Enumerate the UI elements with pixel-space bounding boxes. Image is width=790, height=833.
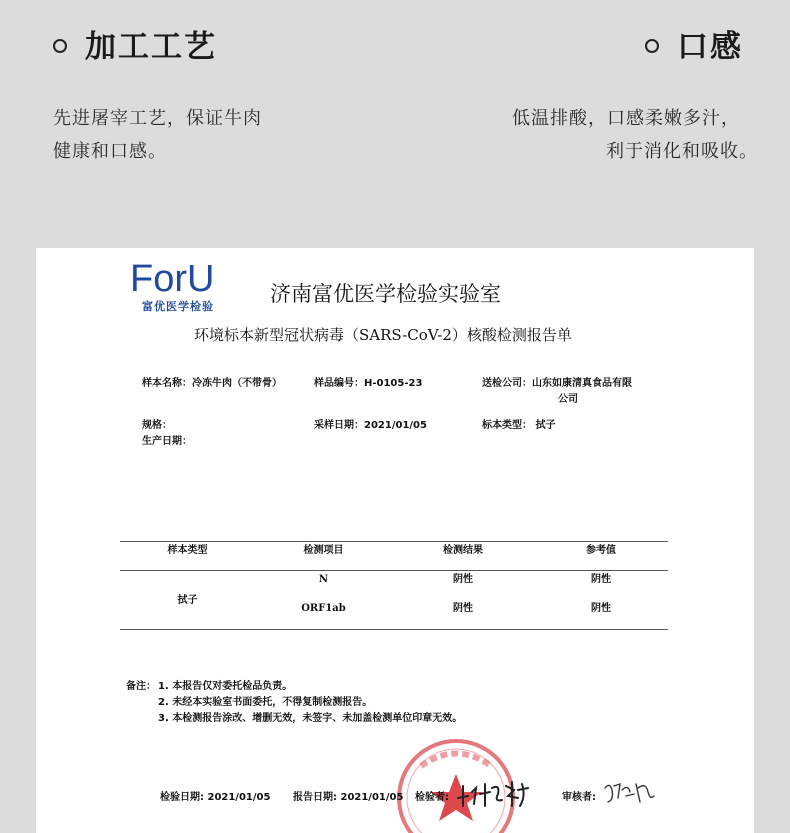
inspector-label: 检验者: (415, 792, 449, 803)
table-row-1-item: N (318, 574, 329, 585)
table-row-1-reference: 阴性 (591, 574, 611, 585)
note-3: 3. 本检测报告涂改、增删无效，未签字、未加盖检测单位印章无效。 (158, 713, 463, 724)
inspector-signature-icon (454, 776, 534, 810)
sampling-date: 采样日期：2021/01/05 (314, 420, 427, 431)
right-text-line-2: 利于消化和吸收。 (606, 141, 758, 162)
report-date: 报告日期: 2021/01/05 (293, 792, 404, 803)
report-title: 环境标本新型冠状病毒（SARS-CoV-2）核酸检测报告单 (194, 326, 572, 344)
right-text-line-1: 低温排酸，口感柔嫩多汁， (512, 108, 740, 129)
left-text-line-1: 先进屠宰工艺，保证牛肉 (53, 108, 262, 129)
table-header-sample-type: 样本类型 (167, 545, 208, 556)
notes-label: 备注： (126, 681, 156, 692)
note-1: 1. 本报告仅对委托检品负责。 (158, 681, 293, 692)
note-2: 2. 未经本实验室书面委托，不得复制检测报告。 (158, 697, 373, 708)
table-header-test-item: 检测项目 (303, 545, 344, 556)
table-header-reference: 参考值 (586, 545, 616, 556)
table-row-2-item: ORF1ab (301, 603, 346, 614)
specification: 规格： (142, 420, 172, 431)
reviewer-label: 审核者: (562, 792, 596, 803)
reviewer-signature-icon (602, 778, 658, 808)
submitting-company: 送检公司：山东如康清真食品有限 (482, 378, 632, 389)
table-header-result: 检测结果 (443, 545, 483, 556)
table-row-1-result: 阴性 (453, 574, 473, 585)
submitting-company-cont: 公司 (558, 394, 578, 405)
lab-name: 济南富优医学检验实验室 (270, 282, 501, 306)
bullet-circle-icon (53, 39, 67, 53)
table-top-rule (120, 541, 668, 542)
left-heading: 加工工艺 (85, 29, 217, 65)
sample-name: 样本名称：冷冻牛肉（不带骨） (142, 378, 282, 389)
left-text-line-2: 健康和口感。 (53, 141, 167, 162)
table-header-rule (120, 570, 668, 571)
bullet-circle-icon (645, 39, 659, 53)
foru-logo: ForU (130, 258, 215, 300)
table-cell-sample-type: 拭子 (177, 595, 198, 606)
test-report-document (36, 248, 754, 833)
logo-subtitle: 富优医学检验 (142, 300, 214, 313)
inspection-date: 检验日期: 2021/01/05 (160, 792, 271, 803)
table-row-2-reference: 阴性 (591, 603, 611, 614)
right-heading: 口感 (677, 29, 743, 65)
table-row-2-result: 阴性 (453, 603, 473, 614)
specimen-type: 标本类型： 拭子 (482, 420, 556, 431)
production-date: 生产日期： (142, 436, 192, 447)
table-bottom-rule (120, 629, 668, 630)
sample-number: 样品编号：H-0105-23 (314, 378, 423, 389)
